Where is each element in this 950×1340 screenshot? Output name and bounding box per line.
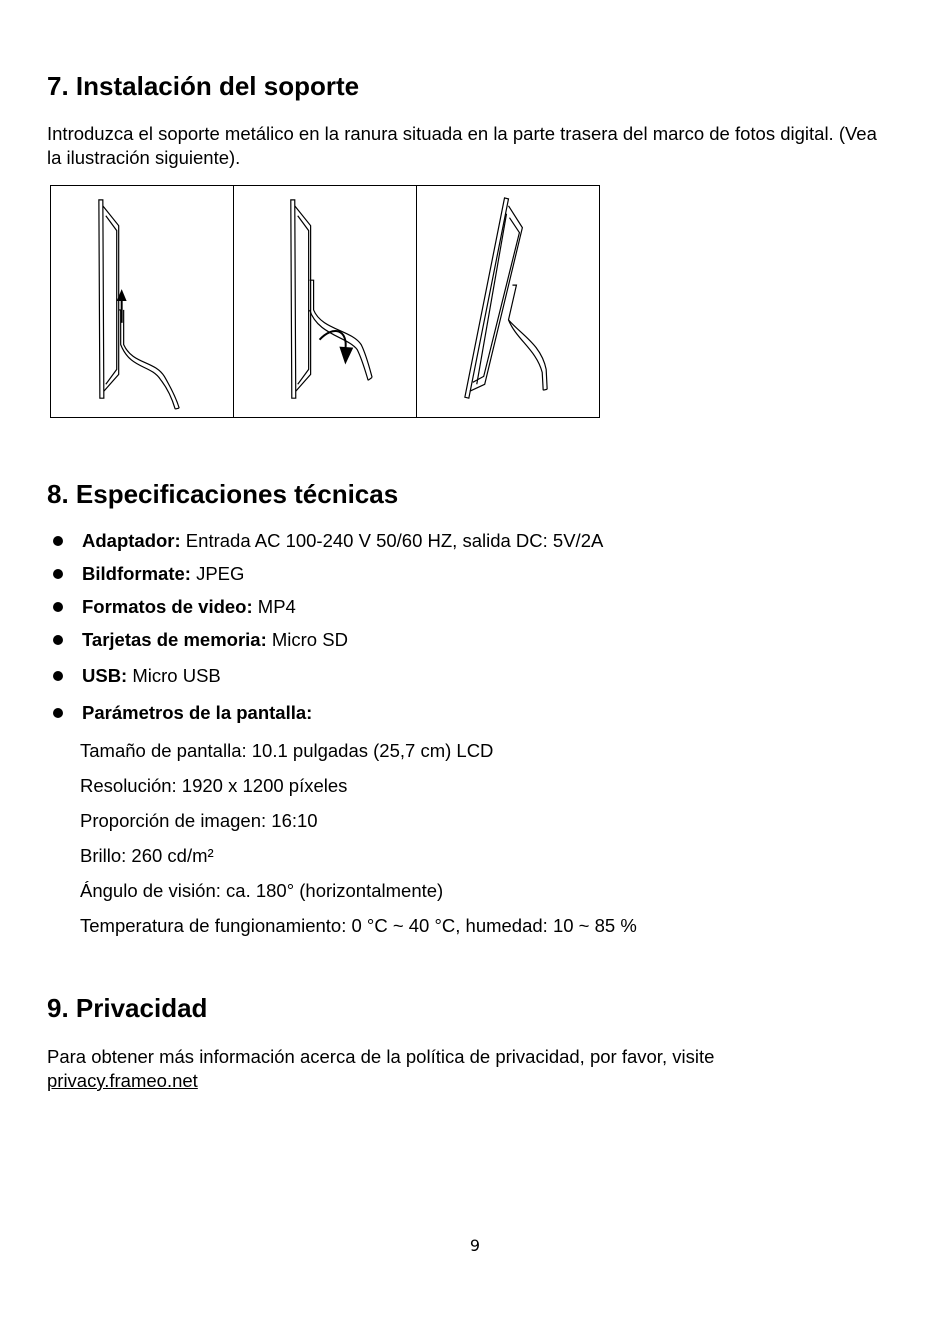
install-instructions: Introduzca el soporte metálico en la ranura situada en la parte trasera del marco de fotos digital. (Vea la ilustración siguiente). <box>47 123 877 168</box>
display-param-resolution: Resolución: 1920 x 1200 píxeles <box>80 775 348 796</box>
spec-adapter <box>47 528 603 561</box>
bullet-icon <box>53 569 63 579</box>
spec-value: MP4 <box>252 596 296 617</box>
bullet-icon <box>53 708 63 718</box>
section-heading-privacy: 9. Privacidad <box>47 993 208 1023</box>
spec-label: Parámetros de la pantalla: <box>82 702 313 723</box>
bullet-icon <box>53 635 63 645</box>
spec-value: Entrada AC 100-240 V 50/60 HZ, salida DC: 5V/2A <box>180 530 604 551</box>
bullet-icon <box>53 671 63 681</box>
display-param-brightness: Brillo: 260 cd/m² <box>80 845 214 866</box>
display-param-aspect: Proporción de imagen: 16:10 <box>80 810 318 831</box>
spec-display-params <box>47 700 603 733</box>
spec-label: USB: <box>82 665 128 686</box>
section-heading-install: 7. Instalación del soporte <box>47 71 360 101</box>
illustration-step-2 <box>234 186 417 417</box>
illustration-step-3 <box>417 186 599 417</box>
display-param-temperature: Temperatura de fungionamiento: 0 °C ~ 40 °C, humedad: 10 ~ 85 % <box>80 915 637 936</box>
bullet-icon <box>53 602 63 612</box>
page-number: 9 <box>469 1236 481 1255</box>
privacy-text <box>47 1045 887 1093</box>
privacy-description: Para obtener más información acerca de la política de privacidad, por favor, visite <box>47 1046 715 1067</box>
spec-value: JPEG <box>190 563 245 584</box>
privacy-link[interactable]: privacy.frameo.net <box>47 1070 198 1091</box>
spec-video-format <box>47 594 603 627</box>
spec-label: Adaptador: <box>82 530 181 551</box>
display-param-viewing-angle: Ángulo de visión: ca. 180° (horizontalmente) <box>80 880 444 901</box>
spec-label: Formatos de video: <box>82 596 253 617</box>
section-heading-specs: 8. Especificaciones técnicas <box>47 479 399 509</box>
specs-list <box>47 528 603 733</box>
spec-image-format <box>47 561 603 594</box>
spec-label: Tarjetas de memoria: <box>82 629 267 650</box>
spec-value: Micro SD <box>266 629 348 650</box>
display-param-size: Tamaño de pantalla: 10.1 pulgadas (25,7 cm) LCD <box>80 740 494 761</box>
illustration-step-1 <box>51 186 234 417</box>
spec-value: Micro USB <box>127 665 221 686</box>
spec-label: Bildformate: <box>82 563 191 584</box>
stand-installation-illustration <box>50 185 600 418</box>
spec-memory-card <box>47 627 603 663</box>
spec-usb <box>47 663 603 700</box>
bullet-icon <box>53 536 63 546</box>
